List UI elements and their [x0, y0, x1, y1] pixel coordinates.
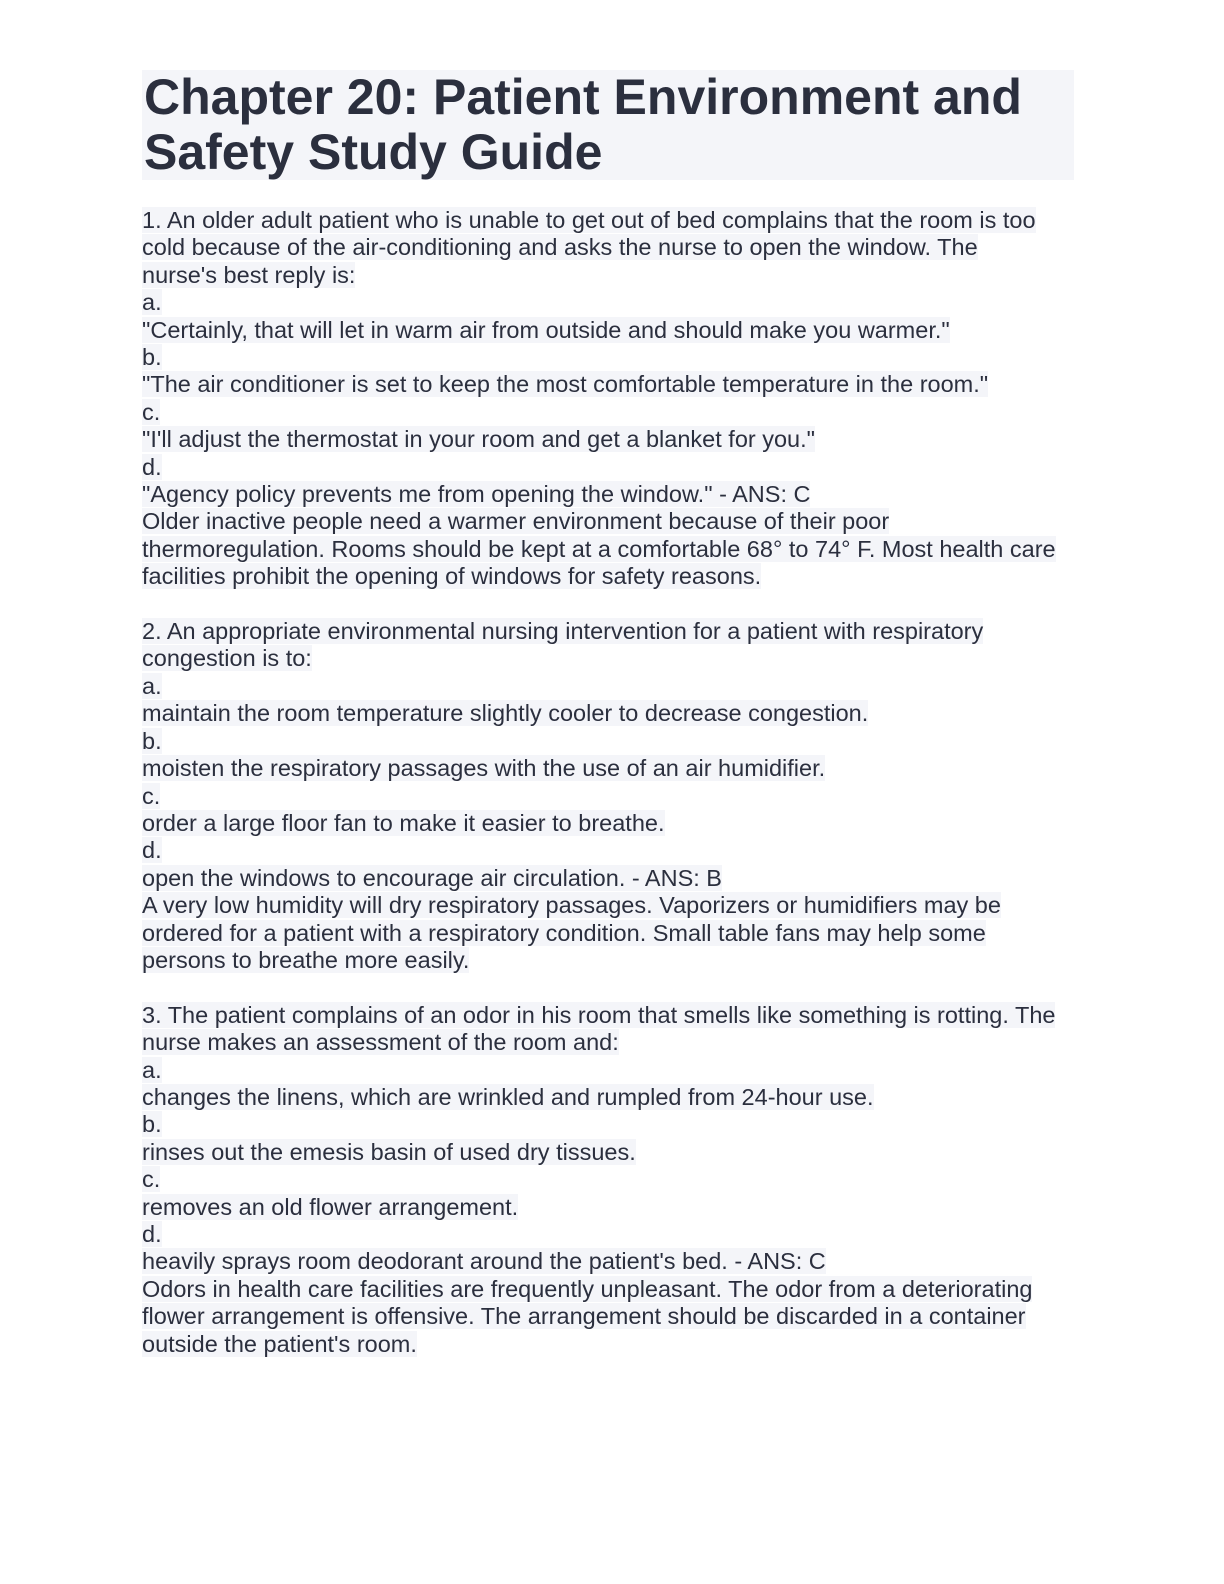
question-stem-line: nurse makes an assessment of the room and:: [142, 1029, 619, 1056]
rationale-line: flower arrangement is offensive. The arrangement should be discarded in a container: [142, 1303, 1026, 1330]
question-stem-line: nurse's best reply is:: [142, 261, 356, 288]
rationale-line: persons to breathe more easily.: [142, 946, 470, 973]
rationale-line: ordered for a patient with a respiratory condition. Small table fans may help some: [142, 919, 986, 946]
title-line: Safety Study Guide: [144, 124, 603, 180]
title-line: Chapter 20: Patient Environment and: [144, 69, 1022, 125]
option-letter: d.: [142, 837, 162, 864]
option-text: moisten the respiratory passages with the use of an air humidifier.: [142, 755, 826, 782]
rationale-line: outside the patient's room.: [142, 1330, 417, 1357]
option-text: order a large floor fan to make it easier to breathe.: [142, 809, 665, 836]
question-2: [142, 618, 1074, 974]
study-guide-page: [142, 70, 1074, 1385]
option-text: changes the linens, which are wrinkled and rumpled from 24-hour use.: [142, 1083, 874, 1110]
rationale-line: Older inactive people need a warmer environment because of their poor: [142, 508, 890, 535]
rationale-line: Odors in health care facilities are frequently unpleasant. The odor from a deteriorating: [142, 1275, 1033, 1302]
question-stem-line: cold because of the air-conditioning and asks the nurse to open the window. The: [142, 234, 978, 261]
option-letter: c.: [142, 782, 161, 809]
option-letter: a.: [142, 1056, 162, 1083]
option-letter: d.: [142, 453, 162, 480]
question-stem-line: 3. The patient complains of an odor in his room that smells like something is rotting. The: [142, 1001, 1056, 1028]
option-letter: c.: [142, 398, 161, 425]
option-text: "Certainly, that will let in warm air from outside and should make you warmer.": [142, 316, 950, 343]
option-letter: c.: [142, 1166, 161, 1193]
rationale-line: A very low humidity will dry respiratory passages. Vaporizers or humidifiers may be: [142, 892, 1001, 919]
question-3: [142, 1002, 1074, 1358]
option-letter: a.: [142, 289, 162, 316]
option-letter: a.: [142, 672, 162, 699]
option-letter: d.: [142, 1221, 162, 1247]
question-stem-line: 1. An older adult patient who is unable to get out of bed complains that the room is too: [142, 207, 1036, 233]
rationale-line: thermoregulation. Rooms should be kept at a comfortable 68° to 74° F. Most health care: [142, 535, 1056, 562]
page-title: [142, 70, 1074, 180]
question-stem-line: congestion is to:: [142, 645, 312, 672]
rationale-line: facilities prohibit the opening of windows for safety reasons.: [142, 563, 762, 590]
option-text: "The air conditioner is set to keep the most comfortable temperature in the room.": [142, 371, 989, 398]
option-text-with-answer: open the windows to encourage air circulation. - ANS: B: [142, 864, 722, 891]
option-text: rinses out the emesis basin of used dry tissues.: [142, 1138, 636, 1165]
option-text-with-answer: heavily sprays room deodorant around the patient's bed. - ANS: C: [142, 1248, 826, 1275]
option-letter: b.: [142, 1111, 162, 1138]
question-1: [142, 207, 1074, 591]
option-text: removes an old flower arrangement.: [142, 1193, 519, 1220]
question-stem-line: 2. An appropriate environmental nursing intervention for a patient with respiratory: [142, 618, 984, 645]
option-letter: b.: [142, 344, 162, 371]
option-text: "I'll adjust the thermostat in your room and get a blanket for you.": [142, 426, 815, 453]
option-text-with-answer: "Agency policy prevents me from opening the window." - ANS: C: [142, 481, 811, 508]
option-letter: b.: [142, 727, 162, 754]
option-text: maintain the room temperature slightly cooler to decrease congestion.: [142, 700, 869, 727]
